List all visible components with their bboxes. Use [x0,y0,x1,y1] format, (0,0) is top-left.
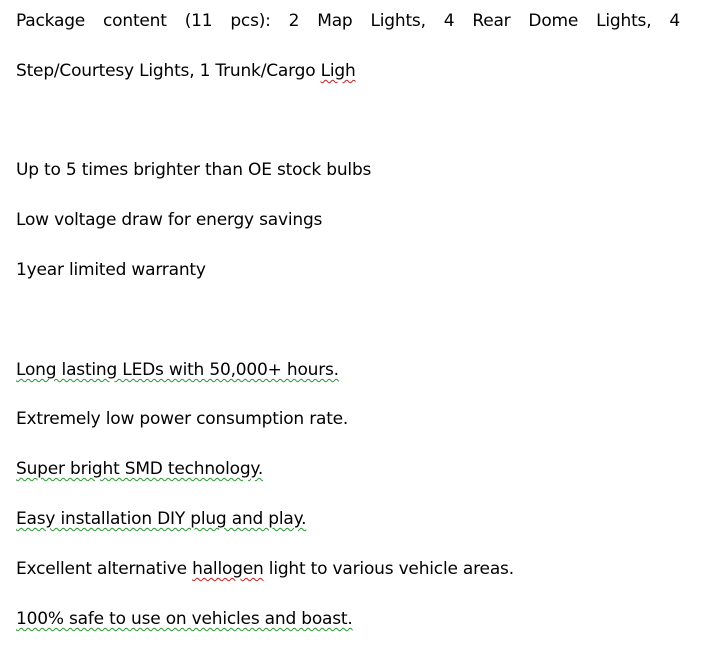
text-run: Extremely low power consumption rate. [16,409,349,429]
grammar-flagged-text: 100% safe to use on vehicles and boast. [16,609,353,629]
text-run: Excellent alternative [16,559,193,579]
paragraph-long-lasting [16,358,339,382]
paragraph-package-content-cont [16,59,356,83]
paragraph-low-voltage [16,208,322,232]
grammar-flagged-text: Easy installation DIY plug and play. [16,509,307,529]
text-run: Up to 5 times brighter than OE stock bulbs [16,160,372,180]
paragraph-brightness [16,158,371,182]
paragraph-installation [16,507,306,531]
grammar-flagged-text: Long lasting LEDs with 50,000+ hours. [16,360,339,380]
text-run: Package content (11 pcs): 2 Map Lights, 4 Rear Dome Lights, 4 [16,11,680,31]
spelling-error-word: hallogen [192,559,264,579]
paragraph-smd [16,457,263,481]
paragraph-low-power [16,407,348,431]
paragraph-package-content [16,9,680,33]
paragraph-alternative [16,557,514,581]
text-run: Low voltage draw for energy savings [16,210,323,230]
text-run: 1year limited warranty [16,260,206,280]
paragraph-safe [16,607,353,631]
text-run: light to various vehicle areas. [263,559,514,579]
spelling-error-word: Ligh [320,61,356,81]
paragraph-warranty [16,258,206,282]
text-run: Step/Courtesy Lights, 1 Trunk/Cargo [16,61,321,81]
grammar-flagged-text: Super bright SMD technology. [16,459,264,479]
